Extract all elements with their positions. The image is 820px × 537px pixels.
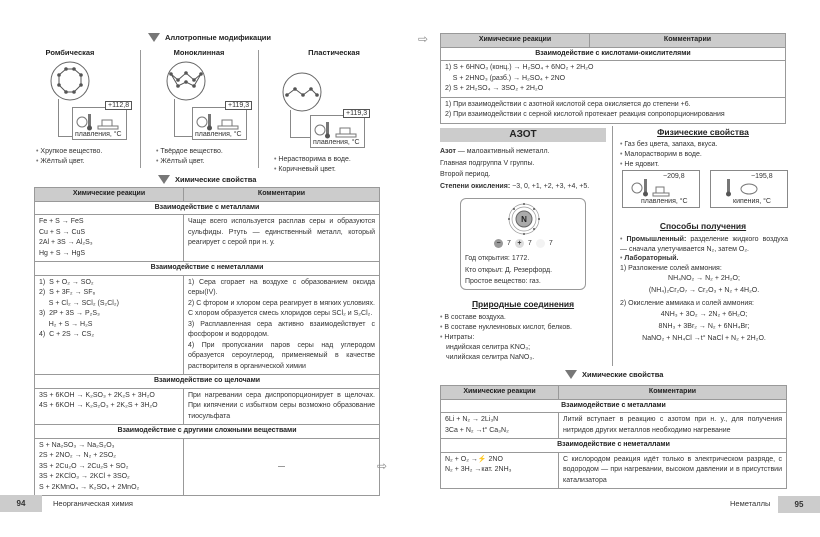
reactions-cell (35, 215, 184, 262)
reaction-equation: S + Cl₂ → SCl₂ (S₂Cl₂) (39, 299, 119, 307)
melting-temperature: +119,3 (343, 109, 370, 118)
arrow-right-icon: ⇨ (418, 32, 429, 46)
list-item: • Жёлтый цвет. (156, 157, 223, 167)
list-item: • Газ без цвета, запаха, вкуса. (620, 140, 790, 150)
reaction-equation: 2) S + 3F₂ → SF₆ (39, 289, 96, 296)
melting-point-box: плавления, °С (310, 115, 365, 148)
sulfur-reactions-table (34, 187, 380, 496)
reaction-equation: 2) S + 2H₂SO₄ → 3SO₂ + 2H₂O (445, 85, 544, 92)
reaction-equation: 3S + 2KClO₃ → 2KCl + 3SO₂ (39, 473, 130, 480)
list-item: • Твёрдое вещество. (156, 147, 223, 157)
section-title: Взаимодействие с металлами (441, 399, 787, 413)
reaction-equation: 4NH₃ + 3O₂ → 2N₂ + 6H₂O; (660, 310, 748, 318)
thermometer-icon (76, 113, 124, 131)
molecule-structure-icon (50, 61, 90, 103)
table-row (35, 215, 380, 262)
reaction-equation: N₂ + 3H₂ →кат. 2NH₃ (445, 466, 512, 473)
boiling-point-box: −195,8 кипения, °С (710, 170, 788, 208)
list-item: • Коричневый цвет. (274, 165, 351, 175)
section-title: Взаимодействие с неметаллами (35, 262, 380, 276)
reaction-equation: 6Li + N₂ → 2Li₃N (445, 416, 499, 423)
column-header: Комментарии (559, 386, 787, 400)
list-item: • Нерастворима в воде. (274, 155, 351, 165)
reactions-cell (35, 438, 184, 496)
running-title: Неорганическая химия (53, 499, 133, 508)
production-heading: Способы получения (659, 221, 747, 231)
reaction-equation: 4S + 6KOH → K₂S₂O₃ + 2K₂S + 3H₂O (39, 402, 158, 409)
connector-line (174, 99, 192, 137)
allotrope-name: Ромбическая (45, 48, 95, 57)
table-row (35, 388, 380, 425)
section-title: Взаимодействие с неметаллами (441, 439, 787, 453)
comment-text: — (278, 462, 285, 470)
list-subitem: индийская селитра KNO₃; (446, 344, 531, 351)
allotrope-properties (156, 147, 223, 167)
comments-cell (184, 275, 380, 375)
thermometer-icon (314, 121, 362, 139)
allotrope-properties (36, 147, 102, 167)
reaction-equation: 8NH₃ + 3Br₂ → N₂ + 6NH₄Br; (658, 322, 750, 330)
list-item: • Жёлтый цвет. (36, 157, 102, 167)
reaction-equation: 3) 2P + 3S → P₂S₃ (39, 310, 100, 317)
reaction-equation: 3Ca + N₂ →t° Ca₃N₂ (445, 426, 509, 434)
connector-line (290, 110, 310, 138)
comment-text: С кислородом реакция идёт только в электрическом разряде, с водородом — при нагревании, высоком давлении и в присутствии катализатора (563, 455, 782, 484)
chem-props-heading: Химические свойства (158, 175, 256, 184)
reaction-equation: 1) S + O₂ → SO₂ (39, 278, 94, 286)
thermometer-sun-icon (631, 177, 671, 197)
comment-text: При нагревании сера диспропорционирует в щелочах. При кипячении с избытком серы возможно образование тиосульфата (188, 391, 375, 420)
comment-text: 1) При взаимодействии с азотной кислотой сера окисляется до степени +6. (445, 100, 691, 108)
list-item: • В составе воздуха. (440, 313, 610, 323)
melting-point-box: плавления, °С (72, 107, 127, 140)
table-row (35, 275, 380, 375)
column-header: Комментарии (184, 188, 380, 202)
reaction-equation: Cu + S → CuS (39, 228, 86, 236)
reaction-equation: 2S + 2NO₂ → N₂ + 2SO₂ (39, 452, 117, 459)
column-header: Химические реакции (441, 34, 590, 48)
page-number: 94 (0, 495, 42, 512)
natural-compounds-heading: Природные соединения (471, 299, 575, 309)
allotrope-name: Пластическая (308, 48, 360, 57)
reaction-equation: S + Na₂SO₃ → Na₂S₂O₃ (39, 441, 115, 449)
reaction-equation: 2Al + 3S → Al₂S₃ (39, 239, 93, 246)
comments-cell (184, 388, 380, 425)
page-number: 95 (778, 496, 820, 513)
list-item: • Нитраты: (440, 333, 610, 343)
comment-text: Литий вступает в реакцию с азотом при н. у., для получения нитридов других металлов необходимо нагревание (563, 416, 782, 434)
melting-temperature: +112,8 (105, 101, 132, 110)
triangle-icon (158, 175, 170, 184)
comments-cell (184, 215, 380, 262)
physical-props-heading: Физические свойства (657, 127, 749, 137)
reaction-equation: Hg + S → HgS (39, 249, 86, 257)
reaction-equation: S + 2HNO₃ (разб.) → H₂SO₄ + 2NO (445, 74, 566, 82)
table-row (441, 413, 787, 439)
comment-text: 2) С фтором и хлором сера реагирует в мягких условиях. С хлором образуется смесь хлоридов серы SCl₂ и S₂Cl₂. (188, 299, 375, 317)
melting-temperature: +119,3 (225, 101, 252, 110)
reactions-cell (441, 61, 786, 98)
svg-text:N: N (521, 215, 527, 224)
allotropes-heading: Аллотропные модификации (148, 33, 271, 42)
neutron-icon (536, 239, 545, 248)
particle-counts: − 7 + 7 7 (494, 239, 553, 248)
connector-line (58, 99, 72, 137)
electron-icon: − (494, 239, 503, 248)
comment-text: 2) При взаимодействии с серной кислотой протекает реакция сопропорционирования (445, 111, 725, 118)
comment-text: 3) Расплавленная сера активно взаимодействует с фосфором и водородом. (188, 320, 375, 338)
column-header: Комментарии (590, 34, 786, 48)
list-item: • В составе нуклеиновых кислот, белков. (440, 323, 610, 333)
section-title: Взаимодействие со щелочами (35, 375, 380, 389)
comments-cell (559, 452, 787, 489)
reaction-equation: S + 2KMnO₄ → K₂SO₄ + 2MnO₂ (39, 483, 140, 491)
list-subitem: чилийская селитра NaNO₃. (446, 354, 535, 361)
section-title: Взаимодействие с другими сложными веществами (35, 425, 380, 439)
allotrope-properties (274, 155, 351, 175)
reaction-equation: (NH₄)₂Cr₂O₇ → Cr₂O₃ + N₂ + 4H₂O. (648, 287, 760, 294)
acid-reactions-table (440, 33, 786, 124)
triangle-icon (148, 33, 160, 42)
column-header: Химические реакции (441, 386, 559, 400)
list-item: • Хрупкое вещество. (36, 147, 102, 157)
divider (140, 50, 141, 168)
comment-text: 1) Сера сгорает на воздухе с образованием оксида серы(IV). (188, 278, 375, 296)
triangle-icon (565, 370, 577, 379)
comments-cell (559, 413, 787, 439)
natural-compounds-list (440, 313, 610, 363)
divider (258, 50, 259, 168)
molecule-structure-icon (166, 61, 206, 103)
reactions-cell (441, 452, 559, 489)
reaction-equation: NH₄NO₂ → N₂ + 2H₂O; (668, 275, 740, 282)
section-title: Взаимодействие с металлами (35, 201, 380, 215)
melting-point-box: плавления, °С (192, 107, 247, 140)
comment-text: Чаще всего используется расплав серы и образуются сульфиды. Ртуть — единственный металл, который реагирует с серой при н. у. (188, 218, 375, 246)
table-row (441, 452, 787, 489)
running-title: Неметаллы (730, 499, 771, 508)
reactions-cell (441, 413, 559, 439)
reactions-cell (35, 388, 184, 425)
element-title: АЗОТ (440, 128, 606, 142)
comments-cell (441, 97, 786, 123)
element-card: N − 7 + 7 7 Год открытия: 1772. Кто открыл: Д. Резерфорд. Простое вещество: газ. (460, 198, 586, 290)
reaction-equation: 3S + 2Cu₂O → 2Cu₂S + SO₂ (39, 462, 129, 470)
reaction-equation: H₂ + S → H₂S (39, 320, 93, 328)
reactions-cell (35, 275, 184, 375)
list-item: • Не ядовит. (620, 160, 790, 170)
divider (612, 126, 613, 366)
reaction-equation: 4) C + 2S → CS₂ (39, 331, 95, 338)
nitrogen-reactions-table (440, 385, 787, 489)
molecule-structure-icon (282, 72, 322, 114)
reaction-equation: Fe + S → FeS (39, 218, 84, 225)
list-item: • Малорастворим в воде. (620, 150, 790, 160)
melting-point-box: −209,8 плавления, °С (622, 170, 700, 208)
chem-props-heading: Химические свойства (565, 370, 663, 379)
column-header: Химические реакции (35, 188, 184, 202)
thermometer-icon (196, 113, 244, 131)
proton-icon: + (515, 239, 524, 248)
section-title: Взаимодействие с кислотами-окислителями (441, 47, 786, 61)
reaction-equation: 1) S + 6HNO₃ (конц.) → H₂SO₄ + 6NO₂ + 2H₂O (445, 64, 594, 71)
reaction-equation: N₂ + O₂ →⚡ 2NO (445, 455, 503, 463)
comment-text: 4) При пропускании паров серы над углеродом образуется сероуглерод, применяемый в качестве растворителя в органической химии (188, 341, 375, 370)
allotrope-name: Моноклинная (173, 48, 225, 57)
atom-diagram-icon (501, 202, 547, 236)
physical-props-list (620, 140, 790, 170)
production-methods: • Промышленный: разделение жидкого воздуха — сначала улетучивается N₂, затем O₂. • Лабораторный. 1) Разложение солей аммония: NH₄NO₂ → N₂ + 2H₂O; (NH₄)₂Cr₂O₇ → Cr₂O₃ + N₂ + 4H₂O. 2) Окисление аммиака и солей аммония: 4NH₃ + 3O₂ → 2N₂ + 6H₂O; 8NH₃ + 3Br₂ → N₂ + 6NH₄Br; NaNO₂ + NH₄Cl →t° NaCl + N₂ + 2H₂O. (620, 235, 788, 345)
reaction-equation: 3S + 6KOH → K₂SO₃ + 2K₂S + 3H₂O (39, 391, 155, 399)
thermometer-kettle-icon (725, 177, 765, 197)
table-row (35, 438, 380, 496)
arrow-right-icon: ⇨ (377, 459, 388, 473)
comments-cell (184, 438, 380, 496)
element-summary: Азот — малоактивный неметалл. Главная подгруппа V группы. Второй период. Степени окисления: −3, 0, +1, +2, +3, +4, +5. (440, 148, 590, 190)
reaction-equation: NaNO₂ + NH₄Cl →t° NaCl + N₂ + 2H₂O. (642, 334, 766, 342)
